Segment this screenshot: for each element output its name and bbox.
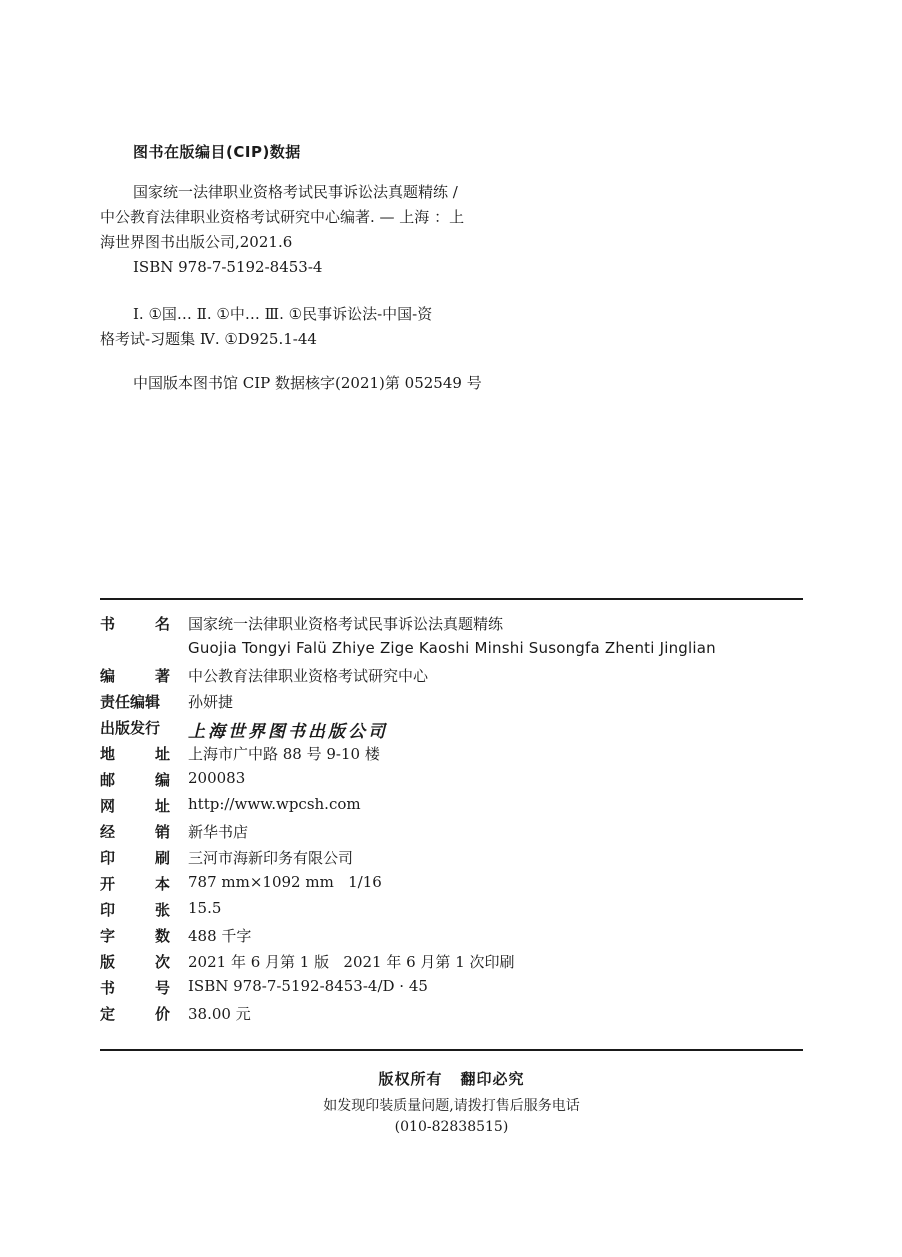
label-char: 著	[154, 667, 170, 685]
cip-line: 中公教育法律职业资格考试研究中心编著. — 上海 ：上	[100, 208, 465, 226]
editor: 孙妍捷	[188, 693, 234, 711]
price: 38.00 元	[188, 1005, 251, 1023]
info-row-editor	[100, 689, 803, 715]
book-title: 国家统一法律职业资格考试民事诉讼法真题精练	[188, 615, 504, 633]
printed-sheets: 15.5	[188, 899, 222, 917]
info-label: 责任编辑	[100, 693, 161, 711]
label-char: 定	[100, 1005, 116, 1023]
label-char: 号	[154, 979, 170, 997]
cip-classification	[100, 302, 520, 352]
info-label	[100, 795, 170, 816]
info-label	[100, 977, 170, 998]
info-row-postcode	[100, 767, 803, 793]
label-char: 版	[100, 953, 116, 971]
divider-top	[100, 598, 803, 600]
label-char: 址	[154, 797, 170, 815]
label-char: 网	[100, 797, 116, 815]
copyright-text: 版权所有	[378, 1070, 443, 1088]
label-char: 销	[154, 823, 170, 841]
cip-line: 中国版本图书馆 CIP 数据核字(2021)第 052549 号	[133, 374, 482, 392]
label-char: 地	[100, 745, 116, 763]
info-row-sheets	[100, 897, 803, 923]
info-label	[100, 665, 170, 686]
label-char: 书	[100, 979, 116, 997]
copyright-notice	[100, 1068, 803, 1089]
cip-catalog-entry	[100, 180, 520, 280]
label-char: 名	[154, 615, 170, 633]
info-row-title	[100, 611, 803, 637]
address: 上海市广中路 88 号 9-10 楼	[188, 745, 380, 763]
info-label	[100, 821, 170, 842]
label-char: 邮	[100, 771, 116, 789]
cip-verification-number	[133, 371, 553, 396]
cip-line: 国家统一法律职业资格考试民事诉讼法真题精练 /	[133, 183, 458, 201]
info-row-book-number	[100, 975, 803, 1001]
label-char: 次	[154, 953, 170, 971]
label-char: 数	[154, 927, 170, 945]
info-label	[100, 613, 170, 634]
distributor: 新华书店	[188, 823, 249, 841]
printer: 三河市海新印务有限公司	[188, 849, 354, 867]
postcode: 200083	[188, 769, 246, 787]
info-row-printer	[100, 845, 803, 871]
piracy-warning: 翻印必究	[460, 1070, 525, 1088]
info-label	[100, 899, 170, 920]
label-char: 印	[100, 901, 116, 919]
label-char: 编	[154, 771, 170, 789]
info-label	[100, 951, 170, 972]
word-count: 488 千字	[188, 927, 252, 945]
label-char: 印	[100, 849, 116, 867]
info-row-words	[100, 923, 803, 949]
label-char: 本	[154, 875, 170, 893]
label-char: 书	[100, 615, 116, 633]
label-char: 张	[154, 901, 170, 919]
format: 787 mm×1092 mm 1/16	[188, 873, 382, 891]
info-row-website	[100, 793, 803, 819]
info-row-edition	[100, 949, 803, 975]
cip-title: 图书在版编目(CIP)数据	[133, 143, 301, 161]
label-char: 价	[154, 1005, 170, 1023]
label-char: 刷	[154, 849, 170, 867]
info-label: 出版发行	[100, 719, 161, 737]
info-row-price	[100, 1001, 803, 1027]
info-label	[100, 1003, 170, 1024]
website: http://www.wpcsh.com	[188, 795, 361, 813]
book-title-pinyin: Guojia Tongyi Falü Zhiye Zige Kaoshi Minshi Susongfa Zhenti Jinglian	[188, 639, 716, 657]
divider-bottom	[100, 1049, 803, 1051]
publication-info-table	[100, 611, 803, 1027]
cip-line: 格考试-习题集 Ⅳ. ①D925.1-44	[100, 330, 317, 348]
info-row-distributor	[100, 819, 803, 845]
author: 中公教育法律职业资格考试研究中心	[188, 667, 429, 685]
info-row-address	[100, 741, 803, 767]
service-hotline: (010-82838515)	[394, 1119, 509, 1135]
label-char: 经	[100, 823, 116, 841]
info-label	[100, 847, 170, 868]
label-char: 编	[100, 667, 116, 685]
info-row-author	[100, 663, 803, 689]
info-label	[100, 769, 170, 790]
book-number: ISBN 978-7-5192-8453-4/D · 45	[188, 977, 428, 995]
label-char: 开	[100, 875, 116, 893]
info-label	[100, 743, 170, 764]
label-char: 址	[154, 745, 170, 763]
label-char: 字	[100, 927, 116, 945]
info-label	[100, 925, 170, 946]
info-label	[100, 873, 170, 894]
cip-isbn: ISBN 978-7-5192-8453-4	[133, 258, 323, 276]
cip-line: Ⅰ. ①国… Ⅱ. ①中… Ⅲ. ①民事诉讼法-中国-资	[133, 305, 433, 323]
info-row-format	[100, 871, 803, 897]
quality-note: 如发现印装质量问题,请拨打售后服务电话	[323, 1098, 580, 1114]
publisher-logo: 上海世界图书出版公司	[188, 722, 388, 742]
edition: 2021 年 6 月第 1 版 2021 年 6 月第 1 次印刷	[188, 953, 515, 971]
info-row-pinyin	[100, 637, 803, 663]
info-row-publisher	[100, 715, 803, 741]
cip-line: 海世界图书出版公司,2021.6	[100, 233, 293, 251]
